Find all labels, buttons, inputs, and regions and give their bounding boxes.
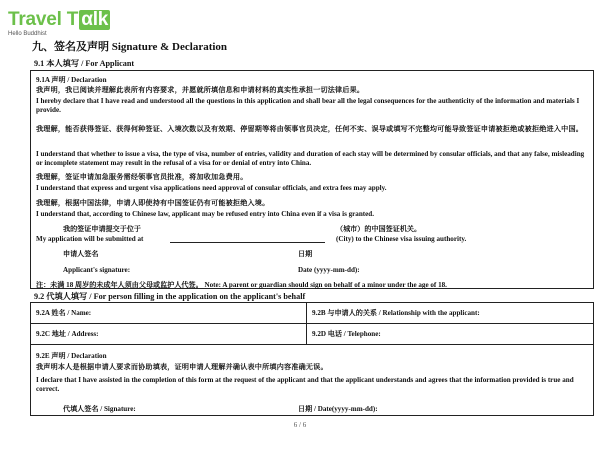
submit-location-label-en: My application will be submitted at [36, 235, 144, 243]
declaration-p2-en: I understand that whether to issue a visa, the type of visa, number of entries, validity and duration of each stay will be determined by consular officials, and that any false, misleading or incomplete statement may result in the refusal of a visa for or denial of entry into China. [36, 150, 585, 168]
declaration-p1-en: I hereby declare that I have read and understood all the questions in this application and shall bear all the legal consequences for the authenticity of the information and materials I provide. [36, 97, 580, 115]
page-number: 6 / 6 [293, 421, 307, 429]
helper-declaration-en: I declare that I have assisted in the completion of this form at the request of the applicant and that the applicant understands and agrees that the information provided is true and correct. [36, 376, 574, 394]
applicant-signature-label-cn: 申请人签名 [63, 250, 99, 258]
declaration-p2-cn: 我理解，能否获得签证、获得何种签证、入境次数以及有效期、停留期等将由领事官员决定，任何不实、误导或填写不完整均可能导致签证申请被拒绝或被拒绝进入中国。 [36, 125, 584, 133]
applicant-date-label-cn: 日期 [298, 250, 313, 258]
helper-declaration-cn: 我声明本人是根据申请人要求而协助填表，证明申请人理解并确认表中所填内容准确无误。 [36, 363, 328, 371]
declaration-p3-en: I understand that express and urgent visa applications need approval of consular officials, and extra fees may apply. [36, 184, 387, 192]
city-label-en: (City) to the Chinese visa issuing authority. [336, 235, 467, 243]
declaration-p1-cn: 我声明，我已阅读并理解此表所有内容要求，并愿就所填信息和申请材料的真实性承担一切法律后果。 [36, 86, 365, 94]
helper-row-divider-1 [30, 323, 594, 324]
helper-relationship-field[interactable]: 9.2B 与申请人的关系 / Relationship with the applicant: [312, 309, 480, 317]
logo-wordmark [8, 10, 136, 30]
submit-location-label-cn: 我的签证申请提交于位于 [63, 225, 142, 233]
helper-table [30, 302, 594, 416]
helper-signature-label: 代填人签名 / Signature: [63, 405, 136, 413]
helper-name-field[interactable]: 9.2A 姓名 / Name: [36, 309, 92, 317]
helper-column-divider [306, 302, 307, 344]
helper-row-divider-2 [30, 344, 594, 345]
applicant-signature-label-en: Applicant's signature: [63, 266, 131, 274]
helper-declaration-label: 9.2E 声明 / Declaration [36, 352, 107, 360]
logo-tagline: Hello Buddhist [8, 31, 47, 37]
declaration-p4-en: I understand that, according to Chinese law, applicant may be refused entry into China even if a visa is granted. [36, 210, 375, 218]
logo-main-text: Travel T [8, 9, 79, 30]
declaration-p3-cn: 我理解，签证申请加急服务需经领事官员批准，将加收加急费用。 [36, 173, 248, 181]
declaration-p4-cn: 我理解，根据中国法律，申请人即使持有中国签证仍有可能被拒绝入境。 [36, 199, 270, 207]
helper-date-label: 日期 / Date(yyyy-mm-dd): [298, 405, 378, 413]
section-title: 九、签名及声明 Signature & Declaration [32, 41, 228, 53]
applicant-declaration-label: 9.1A 声明 / Declaration [36, 76, 107, 84]
logo-badge-text: αlk [81, 9, 109, 30]
helper-heading: 9.2 代填人填写 / For person filling in the application on the applicant's behalf [34, 292, 306, 301]
submit-location-input-line[interactable] [170, 242, 325, 243]
city-label-cn: （城市）的中国签证机关。 [336, 225, 422, 233]
helper-address-field[interactable]: 9.2C 地址 / Address: [36, 330, 99, 338]
helper-telephone-field[interactable]: 9.2D 电话 / Telephone: [312, 330, 381, 338]
minor-note: 注：未满 18 周岁的未成年人须由父母或监护人代签。 Note: A parent or guardian should sign on behalf of a minor under the age of 18. [36, 281, 447, 289]
applicant-date-label-en: Date (yyyy-mm-dd): [298, 266, 360, 274]
applicant-heading: 9.1 本人填写 / For Applicant [34, 59, 135, 68]
